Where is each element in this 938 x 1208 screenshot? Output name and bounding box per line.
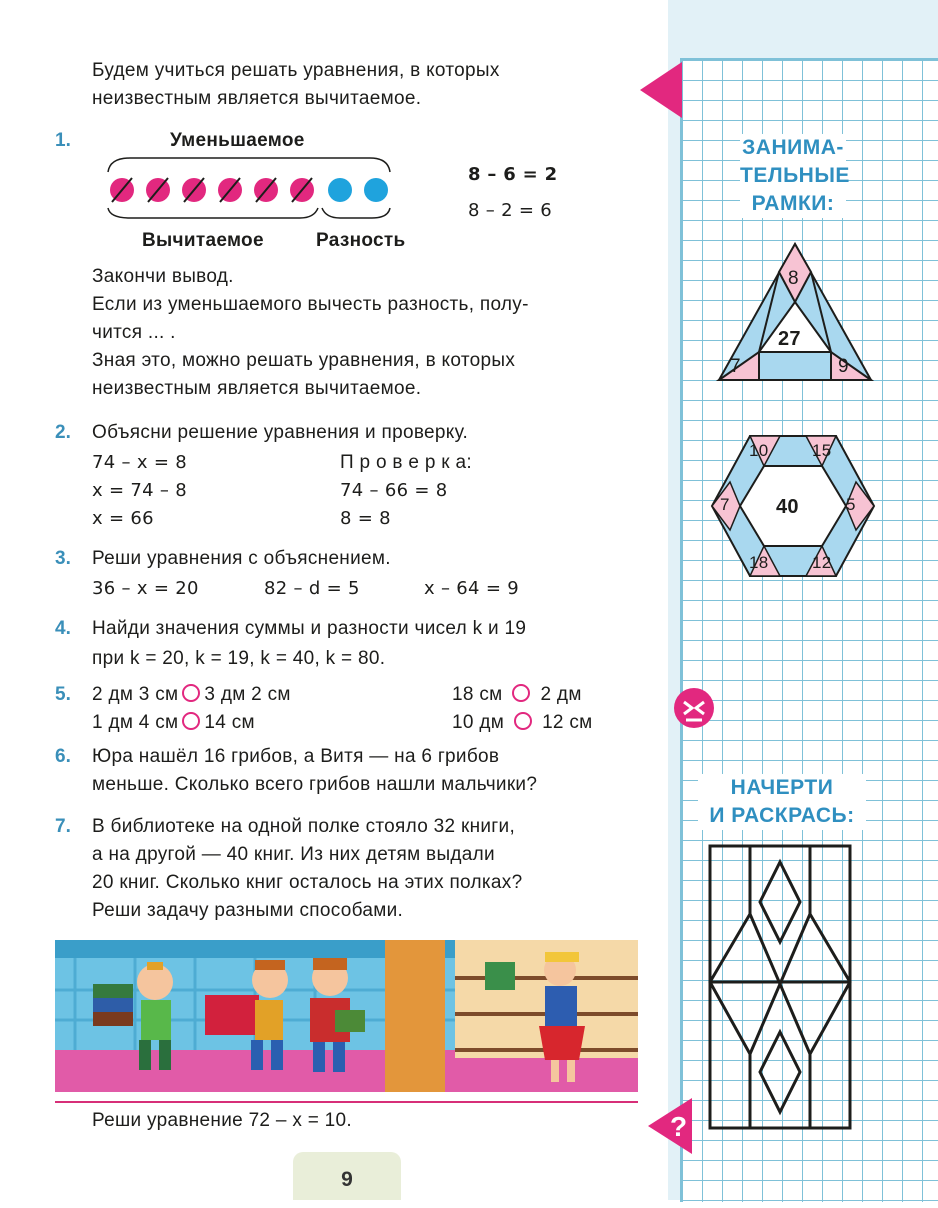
task-3-equation-1: 36 – x = 20 bbox=[92, 578, 199, 599]
subtraction-diagram bbox=[100, 150, 400, 230]
compare-right: 14 см bbox=[204, 712, 255, 733]
frames-title-line-2: ТЕЛЬНЫЕ bbox=[740, 164, 850, 187]
hexagon-top-right: 15 bbox=[812, 441, 832, 460]
minuend-bracket bbox=[108, 158, 390, 172]
task-1-text-3: чится ... . bbox=[92, 322, 176, 343]
pink-dots bbox=[110, 178, 314, 202]
task-2-check-label: П р о в е р к а: bbox=[340, 452, 472, 473]
task-7-line-2: а на другой — 40 книг. Из них детям выдали bbox=[92, 844, 495, 865]
task-1-text-2: Если из уменьшаемого вычесть разность, полу- bbox=[92, 294, 529, 315]
task-2-left-1: 74 – x = 8 bbox=[92, 452, 187, 473]
hexagon-center: 40 bbox=[776, 496, 799, 518]
compare-circle-icon[interactable] bbox=[514, 712, 532, 730]
task-1-text-1: Закончи вывод. bbox=[92, 266, 234, 287]
blue-dot bbox=[328, 178, 352, 202]
compare-right: 3 дм 2 см bbox=[204, 684, 291, 705]
compare-circle-icon[interactable] bbox=[182, 684, 200, 702]
compare-circle-icon[interactable] bbox=[512, 684, 530, 702]
task-2-number: 2. bbox=[55, 422, 71, 443]
task-7-line-1: В библиотеке на одной полке стояло 32 книги, bbox=[92, 816, 516, 837]
task-6-line-1: Юра нашёл 16 грибов, а Витя — на 6 грибов bbox=[92, 746, 500, 767]
task-5-row-1-b bbox=[452, 682, 582, 708]
compare-right: 12 см bbox=[542, 712, 593, 733]
task-4-line-1: Найди значения суммы и разности чисел k и 19 bbox=[92, 618, 527, 639]
compare-left: 10 дм bbox=[452, 712, 505, 733]
hexagon-right: 5 bbox=[846, 495, 856, 514]
task-1-equation-2: 8 – 2 = 6 bbox=[468, 200, 553, 221]
intro-line-1: Будем учиться решать уравнения, в которых bbox=[92, 60, 500, 81]
task-2-right-1: 74 – 66 = 8 bbox=[340, 480, 448, 501]
hexagon-bottom-left: 18 bbox=[749, 553, 769, 572]
frames-title-line-1: ЗАНИМА- bbox=[742, 136, 844, 159]
task-1-text-4: Зная это, можно решать уравнения, в которых bbox=[92, 350, 516, 371]
task-7-line-3: 20 книг. Сколько книг осталось на этих полках? bbox=[92, 872, 523, 893]
task-2-right-2: 8 = 8 bbox=[340, 508, 391, 529]
task-3-equation-3: x – 64 = 9 bbox=[424, 578, 519, 599]
blue-dot bbox=[364, 178, 388, 202]
task-4-number: 4. bbox=[55, 618, 71, 639]
triangle-center: 27 bbox=[778, 328, 801, 350]
task-4-line-2: при k = 20, k = 19, k = 40, k = 80. bbox=[92, 648, 386, 669]
task-2-left-2: x = 74 – 8 bbox=[92, 480, 187, 501]
task-3-number: 3. bbox=[55, 548, 71, 569]
hexagon-left: 7 bbox=[720, 495, 730, 514]
task-2-text: Объясни решение уравнения и проверку. bbox=[92, 422, 469, 443]
library-illustration bbox=[55, 940, 638, 1092]
compare-left: 18 см bbox=[452, 684, 503, 705]
triangle-top: 8 bbox=[788, 268, 799, 289]
task-7-line-4: Реши задачу разными способами. bbox=[92, 900, 404, 921]
hexagon-top-left: 10 bbox=[749, 441, 769, 460]
triangle-left: 7 bbox=[730, 356, 741, 377]
task-5-row-2 bbox=[92, 710, 255, 736]
subtrahend-label: Вычитаемое bbox=[142, 230, 264, 251]
compare-left: 1 дм 4 см bbox=[92, 712, 179, 733]
draw-title bbox=[698, 774, 866, 830]
task-5-row-1 bbox=[92, 682, 291, 708]
task-1-text-5: неизвестным является вычитаемое. bbox=[92, 378, 422, 399]
task-1-equation-1: 8 – 6 = 2 bbox=[468, 164, 558, 185]
divider-line bbox=[55, 1101, 638, 1103]
draw-title-line-2: И РАСКРАСЬ: bbox=[709, 804, 855, 827]
frames-title-line-3: РАМКИ: bbox=[751, 192, 835, 215]
frames-title bbox=[740, 134, 850, 218]
compare-left: 2 дм 3 см bbox=[92, 684, 179, 705]
task-1-number: 1. bbox=[55, 130, 71, 151]
difference-bracket bbox=[322, 208, 390, 218]
task-5-row-2-b bbox=[452, 710, 593, 736]
task-5-number: 5. bbox=[55, 684, 71, 705]
task-3-equation-2: 82 – d = 5 bbox=[264, 578, 360, 599]
triangle-right: 9 bbox=[838, 356, 849, 377]
minuend-label: Уменьшаемое bbox=[170, 130, 305, 151]
pink-marker-icon bbox=[638, 62, 682, 118]
compare-right: 2 дм bbox=[540, 684, 582, 705]
draw-title-line-1: НАЧЕРТИ bbox=[730, 776, 834, 799]
intro-line-2: неизвестным является вычитаемое. bbox=[92, 88, 422, 109]
page-number: 9 bbox=[293, 1152, 401, 1200]
door bbox=[385, 940, 445, 1092]
task-3-text: Реши уравнения с объяснением. bbox=[92, 548, 391, 569]
task-7-number: 7. bbox=[55, 816, 71, 837]
task-6-line-2: меньше. Сколько всего грибов нашли мальчики? bbox=[92, 774, 538, 795]
draw-pattern bbox=[706, 842, 856, 1132]
question-marker-icon bbox=[644, 1098, 692, 1154]
task-6-number: 6. bbox=[55, 746, 71, 767]
subtrahend-bracket bbox=[108, 208, 318, 218]
question-mark: ? bbox=[670, 1111, 688, 1142]
bottom-equation-text: Реши уравнение 72 – x = 10. bbox=[92, 1110, 352, 1131]
hexagon-bottom-right: 12 bbox=[812, 553, 832, 572]
compare-circle-icon[interactable] bbox=[182, 712, 200, 730]
task-2-left-3: x = 66 bbox=[92, 508, 154, 529]
puzzle-face-icon bbox=[672, 686, 716, 730]
difference-label: Разность bbox=[316, 230, 406, 251]
